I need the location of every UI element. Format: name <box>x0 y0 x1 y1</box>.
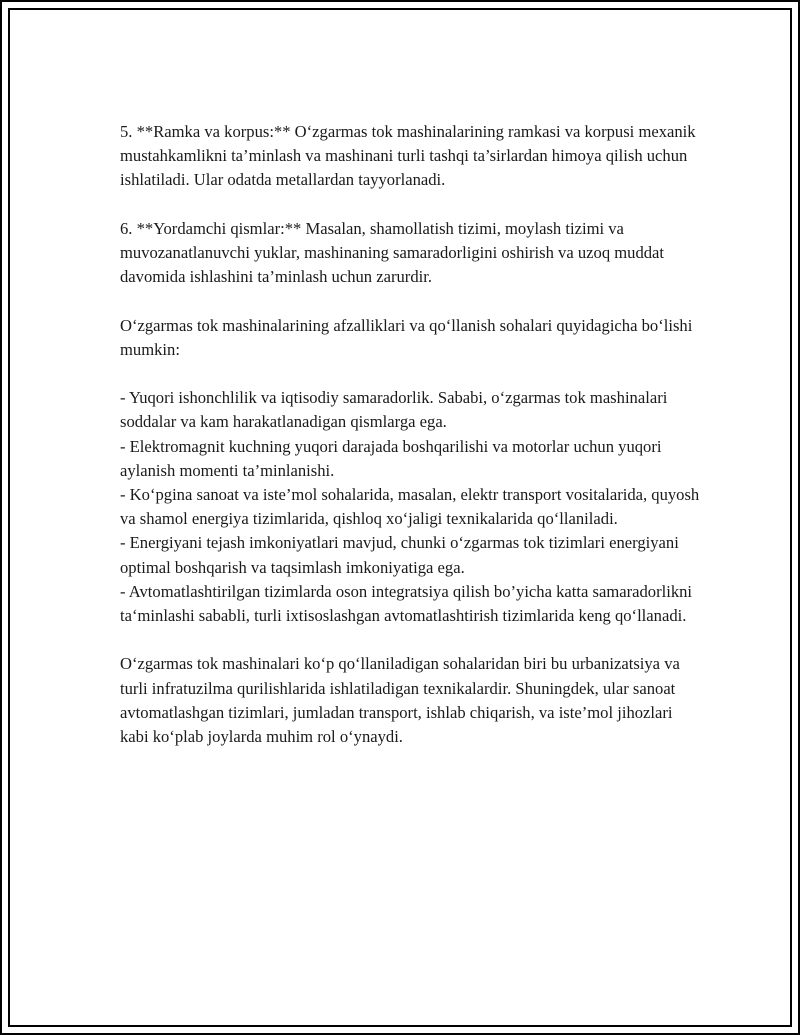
list-item: - Ko‘pgina sanoat va iste’mol sohalarida, masalan, elektr transport vositalarida, quyosh va shamol energiya tizimlarida, qishloq xo‘jaligi texnikalarida qo‘llaniladi. <box>120 485 700 529</box>
list-item: - Elektromagnit kuchning yuqori darajada boshqarilishi va motorlar uchun yuqori aylanish momenti ta’minlanishi. <box>120 436 662 480</box>
paragraph-auxiliary-parts: 6. **Yordamchi qismlar:** Masalan, shamollatish tizimi, moylash tizimi va muvozanatlanuvchi yuklar, mashinaning samaradorligini oshirish va uzoq muddat davomida ishlashini ta’minlash uchun zarurdir. <box>120 218 665 287</box>
list-item: - Avtomatlashtirilgan tizimlarda oson integratsiya qilish bo’yicha katta samaradorlikni ta‘minlashi sababli, turli ixtisoslashgan avtomatlashtirish tizimlarida keng qo‘llanadi. <box>120 581 693 626</box>
list-item: - Energiyani tejash imkoniyatlari mavjud, chunki o‘zgarmas tok tizimlari energiyani optimal boshqarish va taqsimlash imkoniyatiga ega. <box>120 533 679 577</box>
paragraph-advantages-intro: O‘zgarmas tok mashinalarining afzalliklari va qo‘llanish sohalari quyidagicha bo‘lishi mumkin: <box>120 315 693 359</box>
advantages-list <box>120 386 700 628</box>
paragraph-frame-and-housing: 5. **Ramka va korpus:** O‘zgarmas tok mashinalarining ramkasi va korpusi mexanik mustahkamlikni ta’minlash va mashinani turli tashqi ta’sirlardan himoya qilish uchun ishlatiladi. Ular odatda metallardan tayyorlanadi. <box>120 122 696 190</box>
document-body <box>120 120 700 773</box>
paragraph-application-areas: O‘zgarmas tok mashinalari ko‘p qo‘llaniladigan sohalaridan biri bu urbanizatsiya va turli infratuzilma qurilishlarida ishlatiladigan texnikalardir. Shuningdek, ular sanoat avtomatlashgan tizimlari, jumladan transport, ishlab chiqarish, va iste’mol jihozlari kabi ko‘plab joylarda muhim rol o‘ynaydi. <box>120 654 680 747</box>
list-item: - Yuqori ishonchlilik va iqtisodiy samaradorlik. Sababi, o‘zgarmas tok mashinalari soddalar va kam harakatlanadigan qismlarga ega. <box>120 388 668 432</box>
